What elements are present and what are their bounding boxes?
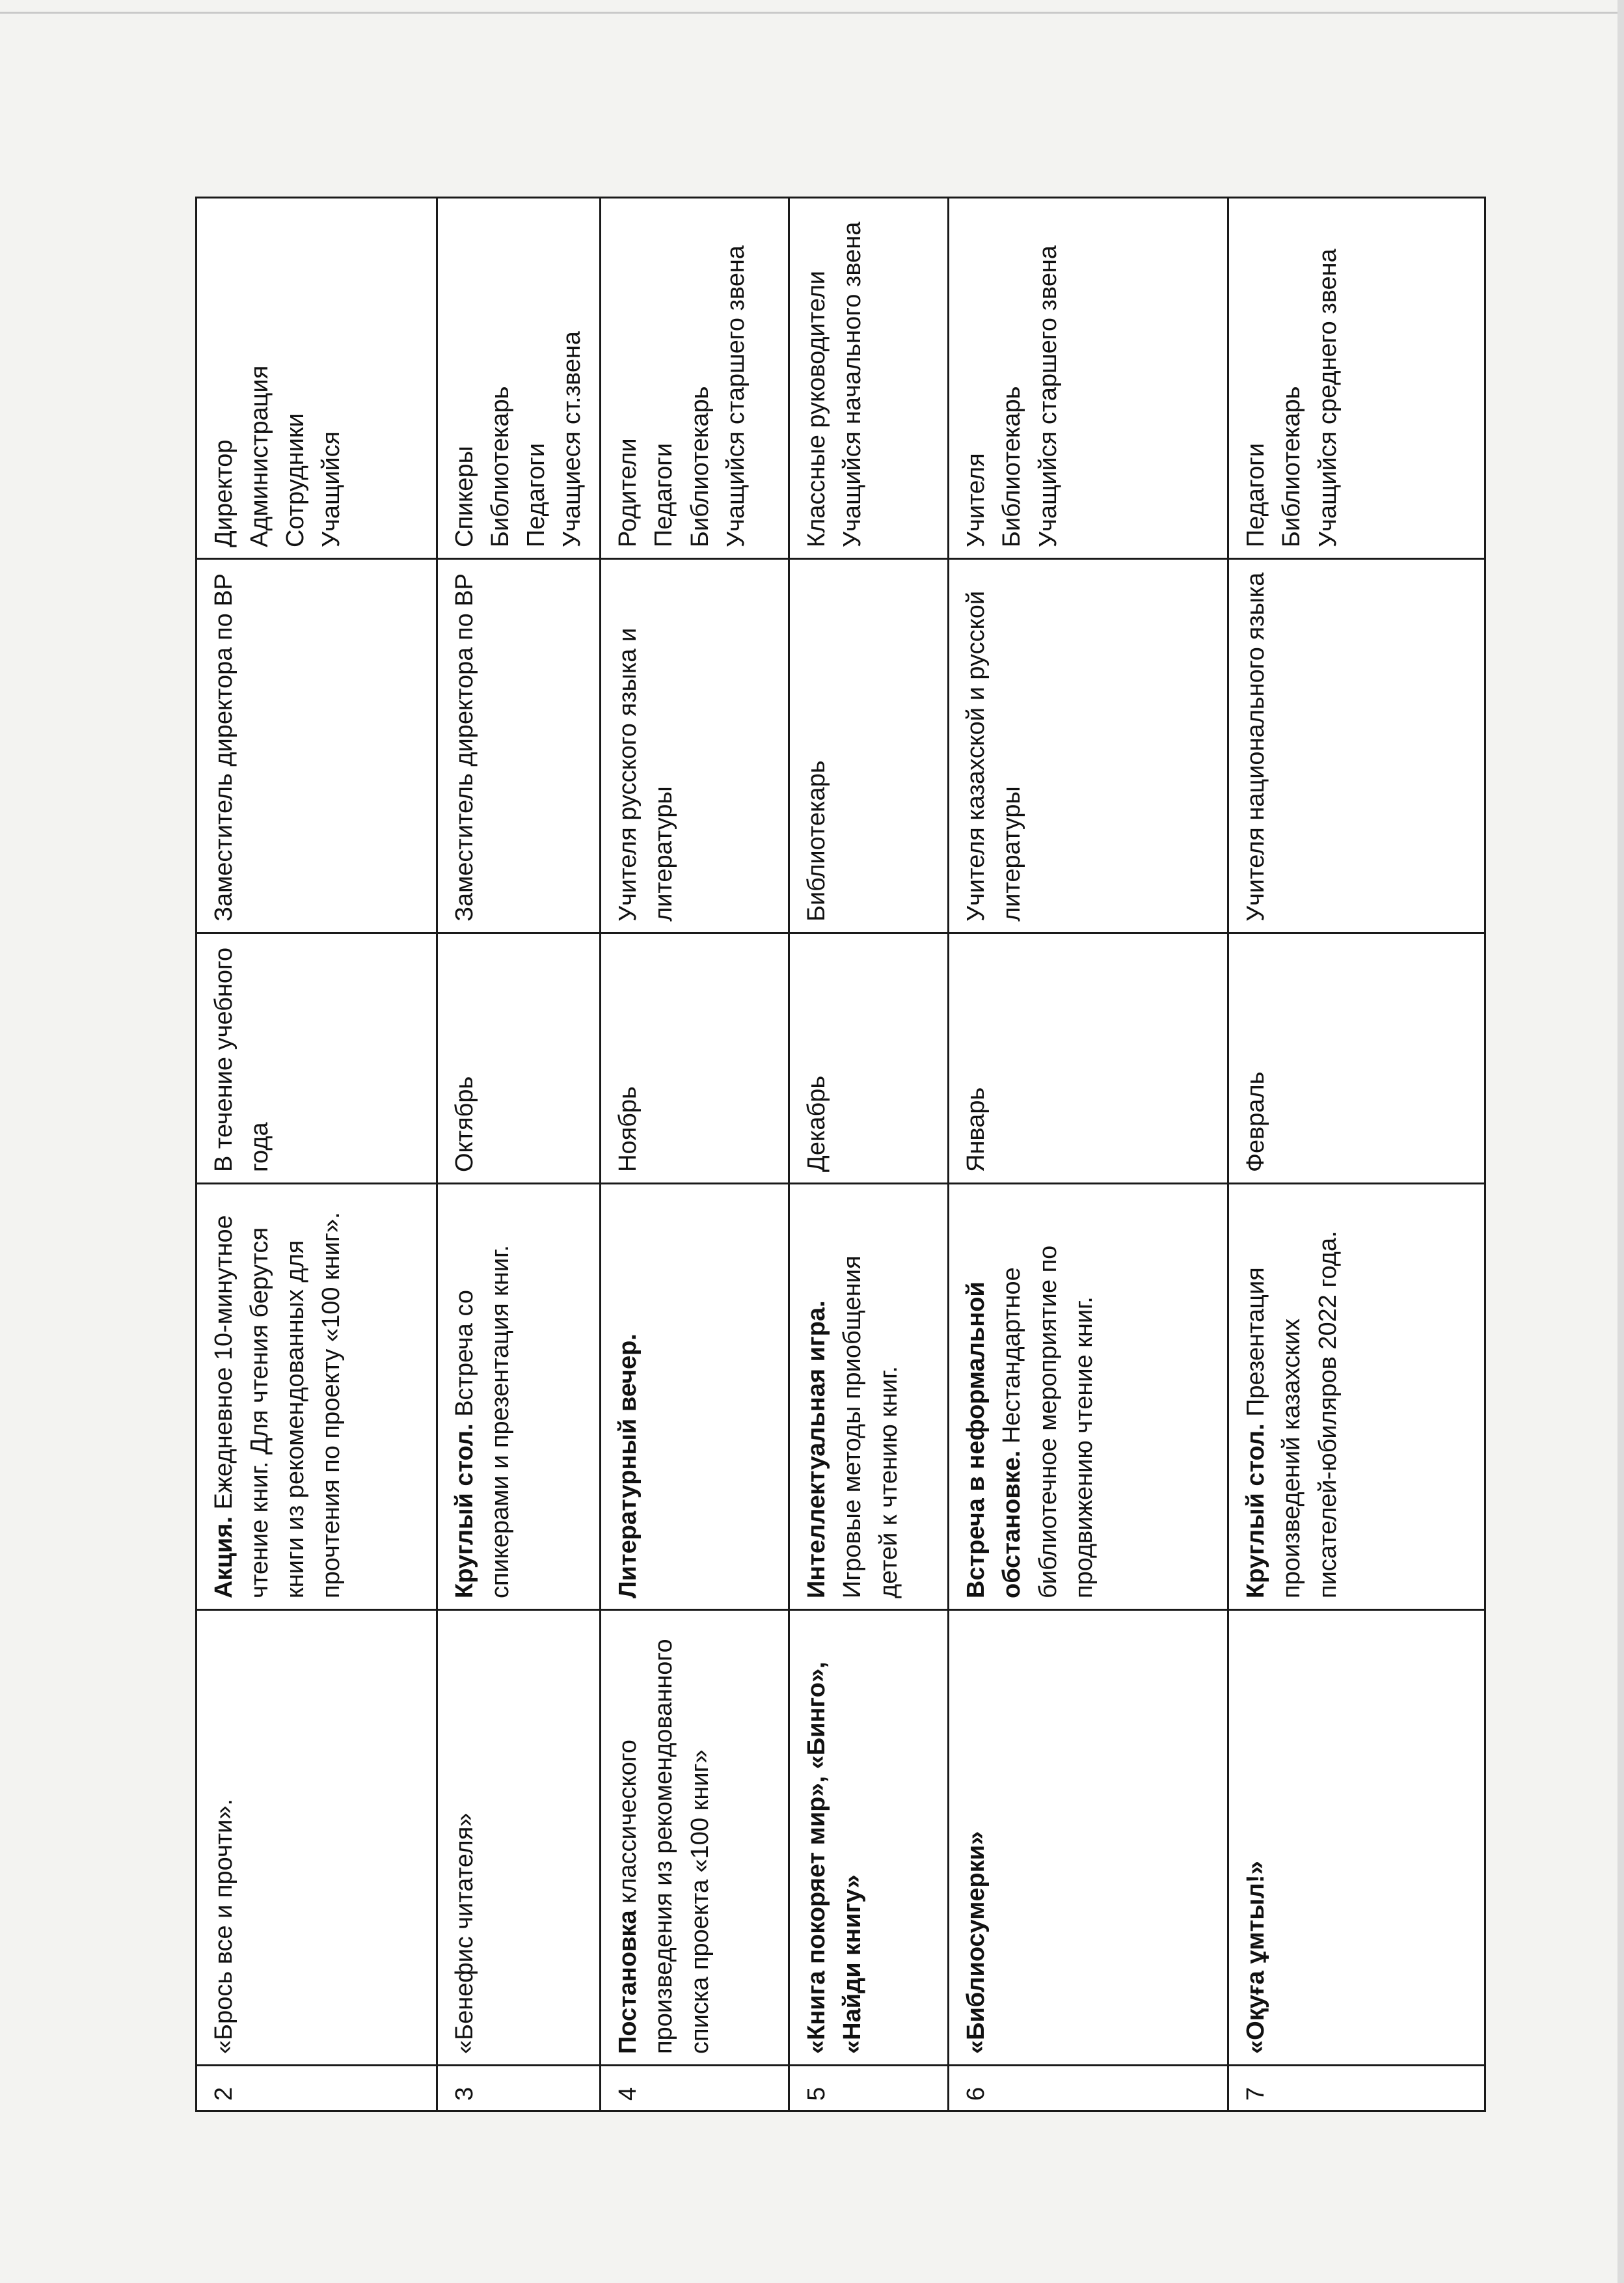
table-row xyxy=(949,198,1228,2111)
table-row xyxy=(437,198,601,2111)
participant: Библиотекарь xyxy=(1278,386,1306,547)
event-name: Постановка классического произведения из рекомендованного списка проекта «100 книг» xyxy=(601,1610,789,2066)
participant: Библиотекарь xyxy=(998,386,1026,547)
row-number: 4 xyxy=(601,2066,789,2111)
participant: Администрация xyxy=(246,365,274,547)
participant: Учащийся среднего звена xyxy=(1314,249,1342,547)
event-participants xyxy=(196,198,437,559)
event-date: Декабрь xyxy=(789,933,949,1184)
row-number: 3 xyxy=(437,2066,601,2111)
event-responsible: Заместитель директора по ВР xyxy=(196,559,437,933)
event-form: Встреча в неформальной обстановке. Нестандартное библиотечное мероприятие по продвижению чтение книг. xyxy=(949,1184,1228,1610)
event-date: Октябрь xyxy=(437,933,601,1184)
event-date: Февраль xyxy=(1228,933,1485,1184)
event-form: Круглый стол. Встреча со спикерами и презентация книг. xyxy=(437,1184,601,1610)
event-participants xyxy=(437,198,601,559)
row-number: 7 xyxy=(1228,2066,1485,2111)
participant: Учащиеся ст.звена xyxy=(558,331,586,547)
event-responsible: Учителя русского языка и литературы xyxy=(601,559,789,933)
table-row xyxy=(601,198,789,2111)
participant: Учащийся начального звена xyxy=(839,221,867,547)
event-responsible: Заместитель директора по ВР xyxy=(437,559,601,933)
participant: Сотрудники xyxy=(282,413,310,547)
participant: Учащийся xyxy=(318,431,345,547)
event-participants xyxy=(1228,198,1485,559)
row-number: 5 xyxy=(789,2066,949,2111)
participant: Классные руководители xyxy=(803,270,831,547)
row-number: 2 xyxy=(196,2066,437,2111)
table-row xyxy=(789,198,949,2111)
event-name: «Библиосумерки» xyxy=(949,1610,1228,2066)
event-form: Круглый стол. Презентация произведений казахских писателей-юбиляров 2022 года. xyxy=(1228,1184,1485,1610)
participant: Библиотекарь xyxy=(686,386,714,547)
scan-edge-right xyxy=(1617,0,1624,2283)
scan-edge-line xyxy=(0,12,1624,14)
event-responsible: Библиотекарь xyxy=(789,559,949,933)
event-form: Литературный вечер. xyxy=(601,1184,789,1610)
event-form: Интеллектуальная игра. Игровые методы приобщения детей к чтению книг. xyxy=(789,1184,949,1610)
event-date: Январь xyxy=(949,933,1228,1184)
event-participants xyxy=(601,198,789,559)
participant: Библиотекарь xyxy=(487,386,515,547)
participant: Педагоги xyxy=(522,443,550,547)
event-responsible: Учителя казахской и русской литературы xyxy=(949,559,1228,933)
participant: Спикеры xyxy=(451,446,478,547)
event-name: «Бенефис читателя» xyxy=(437,1610,601,2066)
participant: Учителя xyxy=(962,453,990,547)
participant: Родители xyxy=(614,438,642,547)
event-name: «Брось все и прочти». xyxy=(196,1610,437,2066)
event-responsible: Учителя национального языка xyxy=(1228,559,1485,933)
event-participants xyxy=(789,198,949,559)
event-name: «Оқуға ұмтыл!» xyxy=(1228,1610,1485,2066)
participant: Педагоги xyxy=(650,443,678,547)
participant: Директор xyxy=(210,439,237,547)
participant: Учащийся старшего звена xyxy=(1034,245,1062,547)
row-number: 6 xyxy=(949,2066,1228,2111)
table-row xyxy=(196,198,437,2111)
event-date: В течение учебного года xyxy=(196,933,437,1184)
participant: Учащийся старшего звена xyxy=(722,245,750,547)
event-form: Акция. Ежедневное 10-минутное чтение книг. Для чтения берутся книги из рекомендованных для прочтения по проекту «100 книг». xyxy=(196,1184,437,1610)
rotated-page xyxy=(195,198,1483,2112)
table-row xyxy=(1228,198,1485,2111)
event-participants xyxy=(949,198,1228,559)
event-name: «Книга покоряет мир», «Бинго», «Найди книгу» xyxy=(789,1610,949,2066)
event-date: Ноябрь xyxy=(601,933,789,1184)
events-plan-table xyxy=(195,197,1486,2112)
participant: Педагоги xyxy=(1242,443,1270,547)
